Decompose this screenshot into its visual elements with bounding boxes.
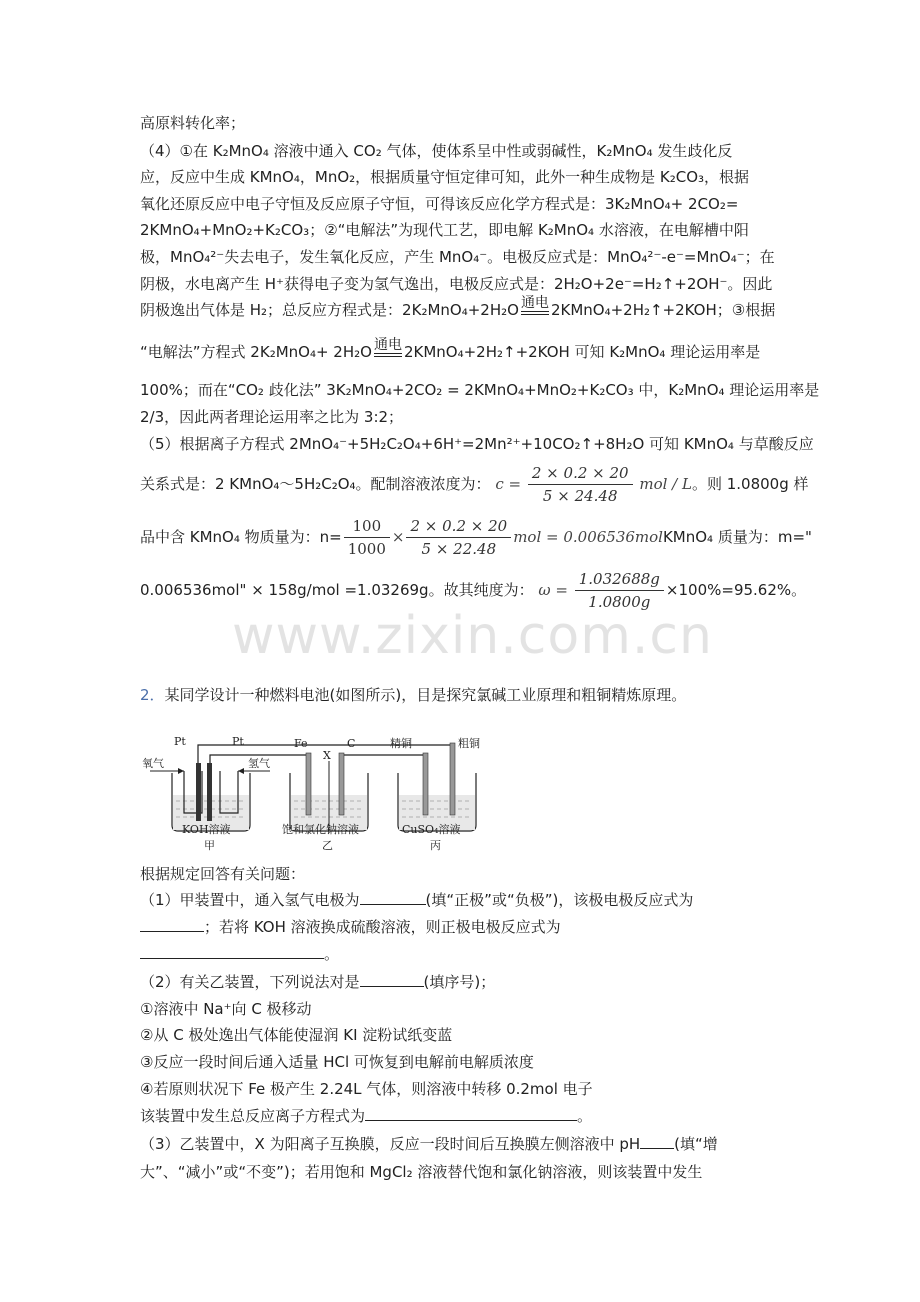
- concentration-label: c =: [495, 475, 522, 493]
- pt-right-label: Pt: [232, 735, 244, 748]
- jia-label: 甲: [204, 839, 215, 852]
- q3-line-2: 大”、“减小”或“不变”)；若用饱和 MgCl₂ 溶液替代饱和氯化钠溶液，则该装置中发生: [140, 1163, 703, 1181]
- solution-line-9: [140, 337, 785, 365]
- solution-line-5: 2KMnO₄+MnO₂+K₂CO₃；②“电解法”为现代工艺，即电解 K₂MnO₄ 水溶液，在电解槽中阳: [140, 221, 749, 239]
- times-sign: ×: [391, 528, 405, 546]
- q1-blank-2[interactable]: [140, 917, 204, 932]
- solution-line-8-text-b: 2KMnO₄+2H₂↑+2KOH；③根据: [550, 301, 776, 319]
- concentration-numerator: 2 × 0.2 × 20: [528, 464, 633, 485]
- ratio-denominator: 1000: [347, 540, 386, 558]
- ratio-fraction: [344, 517, 390, 558]
- fe-label: Fe: [294, 737, 308, 750]
- q2-text-a: （2）有关乙装置，下列说法对是: [140, 973, 360, 991]
- purity-fraction: [575, 570, 664, 611]
- moles-numerator: 2 × 0.2 × 20: [406, 517, 511, 538]
- q2-option-1: ①溶液中 Na⁺向 C 极移动: [140, 1000, 312, 1018]
- purity-label: ω =: [538, 581, 568, 599]
- q2-line-2: [140, 1106, 785, 1126]
- question-stem-line: [140, 685, 785, 705]
- fuel-cell-diagram: [140, 733, 510, 853]
- solution-line-14: [140, 515, 812, 559]
- moles-fraction: [406, 517, 511, 558]
- electrolysis-arrow-2: [372, 338, 404, 357]
- solution-line-11: 2/3，因此两者理论运用率之比为 3:2；: [140, 408, 404, 426]
- q1-line-2: [140, 917, 785, 937]
- moles-result: mol = 0.006536mol: [513, 528, 663, 546]
- solution-line-4: 氧化还原反应中电子守恒及反应原子守恒，可得该反应化学方程式是：3K₂MnO₄+ 2CO₂=: [140, 195, 739, 213]
- q1-text-c: ；若将 KOH 溶液换成硫酸溶液，则正极电极反应式为: [204, 918, 561, 936]
- question-intro: 根据规定回答有关问题：: [140, 865, 306, 883]
- cuso4-label: CuSO₄溶液: [402, 823, 461, 836]
- solution-line-15-text-b: ×100%=95.62%。: [665, 581, 807, 599]
- purity-denominator: 1.0800g: [588, 593, 651, 611]
- q1-blank-3[interactable]: [140, 944, 324, 959]
- solution-line-9-text-a: “电解法”方程式 2K₂MnO₄+ 2H₂O: [140, 343, 372, 361]
- solution-line-10: 100%；而在“CO₂ 歧化法” 3K₂MnO₄+2CO₂ = 2KMnO₄+MnO₂+K₂CO₃ 中，K₂MnO₄ 理论运用率是: [140, 381, 820, 399]
- q2-blank-1[interactable]: [360, 972, 424, 987]
- electrolysis-arrow-2-label: 通电: [373, 337, 402, 353]
- q1-blank-1[interactable]: [360, 890, 426, 905]
- q3-blank-1[interactable]: [640, 1134, 674, 1149]
- concentration-unit: mol / L: [639, 475, 692, 493]
- question-stem: 某同学设计一种燃料电池(如图所示)，目是探究氯碱工业原理和粗铜精炼原理。: [164, 686, 687, 704]
- q3-line-1: [140, 1134, 785, 1154]
- crude-copper-label: 粗铜: [458, 737, 480, 750]
- moles-denominator: 5 × 22.48: [421, 540, 497, 558]
- c-label: C: [347, 737, 356, 750]
- electrolysis-arrow: [519, 296, 551, 315]
- x-membrane-label: X: [323, 749, 331, 762]
- solution-line-13-text-a: 关系式是：2 KMnO₄～5H₂C₂O₄。配制溶液浓度为：: [140, 475, 491, 493]
- q2-line-1: [140, 972, 785, 992]
- solution-line-9-text-b: 2KMnO₄+2H₂↑+2KOH 可知 K₂MnO₄ 理论运用率是: [403, 343, 761, 361]
- electrolysis-arrow-label: 通电: [520, 295, 549, 311]
- q2-option-4: ④若原则状况下 Fe 极产生 2.24L 气体，则溶液中转移 0.2mol 电子: [140, 1080, 593, 1098]
- q1-text-a: （1）甲装置中，通入氢气电极为: [140, 891, 360, 909]
- q1-text-b: (填“正极”或“负极”)，该极电极反应式为: [425, 891, 694, 909]
- solution-line-14-text-b: KMnO₄ 质量为：m=": [662, 528, 812, 546]
- q2-option-3: ③反应一段时间后通入适量 HCl 可恢复到电解前电解质浓度: [140, 1053, 534, 1071]
- purity-numerator: 1.032688g: [575, 570, 664, 591]
- ratio-numerator: 100: [344, 517, 390, 538]
- solution-line-1: 高原料转化率；: [140, 114, 246, 132]
- solution-line-2: （4）①在 K₂MnO₄ 溶液中通入 CO₂ 气体，使体系呈中性或弱碱性，K₂MnO₄ 发生歧化反: [140, 142, 733, 160]
- q2-blank-2[interactable]: [365, 1106, 577, 1121]
- solution-line-14-text-a: 品中含 KMnO₄ 物质量为：n=: [140, 528, 342, 546]
- pt-left-label: Pt: [174, 735, 186, 748]
- nacl-label: 饱和氯化钠溶液: [282, 823, 359, 836]
- q1-line-1: [140, 890, 785, 910]
- solution-line-6: 极，MnO₄²⁻失去电子，发生氧化反应，产生 MnO₄⁻。电极反应式是：MnO₄²⁻-e⁻=MnO₄⁻；在: [140, 248, 775, 266]
- q2-option-2: ②从 C 极处逸出气体能使湿润 KI 淀粉试纸变蓝: [140, 1026, 453, 1044]
- q1-line-3: [140, 944, 785, 964]
- solution-line-13-text-b: 。则 1.0800g 样: [691, 475, 809, 493]
- question-number: 2．: [140, 686, 165, 704]
- concentration-denominator: 5 × 24.48: [542, 487, 618, 505]
- concentration-fraction: [528, 464, 633, 505]
- solution-line-15-text-a: 0.006536mol" × 158g/mol =1.03269g。故其纯度为：: [140, 581, 534, 599]
- q3-text-a: （3）乙装置中，X 为阳离子互换膜，反应一段时间后互换膜左侧溶液中 pH: [140, 1135, 641, 1153]
- q2-text-c: 该装置中发生总反应离子方程式为: [140, 1107, 366, 1125]
- solution-line-8-text-a: 阴极逸出气体是 H₂；总反应方程式是：2K₂MnO₄+2H₂O: [140, 301, 519, 319]
- solution-line-8: [140, 295, 785, 323]
- solution-line-7: 阴极，水电离产生 H⁺获得电子变为氢气逸出，电极反应式是：2H₂O+2e⁻=H₂↑+2OH⁻。因此: [140, 275, 773, 293]
- q3-text-b: (填“增: [674, 1135, 718, 1153]
- bing-label: 丙: [430, 839, 441, 852]
- watermark: www.zixin.com.cn: [232, 606, 713, 666]
- koh-label: KOH溶液: [182, 823, 231, 836]
- solution-line-13: [140, 462, 809, 506]
- oxygen-label: 氧气: [142, 757, 164, 770]
- q1-text-d: 。: [324, 945, 340, 963]
- yi-label: 乙: [322, 839, 333, 852]
- q2-text-b: (填序号)；: [423, 973, 496, 991]
- refined-copper-label: 精铜: [390, 737, 412, 750]
- q2-text-d: 。: [577, 1107, 593, 1125]
- solution-line-3: 应，反应中生成 KMnO₄，MnO₂，根据质量守恒定律可知，此外一种生成物是 K₂CO₃，根据: [140, 168, 750, 186]
- solution-line-12: （5）根据离子方程式 2MnO₄⁻+5H₂C₂O₄+6H⁺=2Mn²⁺+10CO₂↑+8H₂O 可知 KMnO₄ 与草酸反应: [140, 435, 814, 453]
- hydrogen-label: 氢气: [248, 757, 270, 770]
